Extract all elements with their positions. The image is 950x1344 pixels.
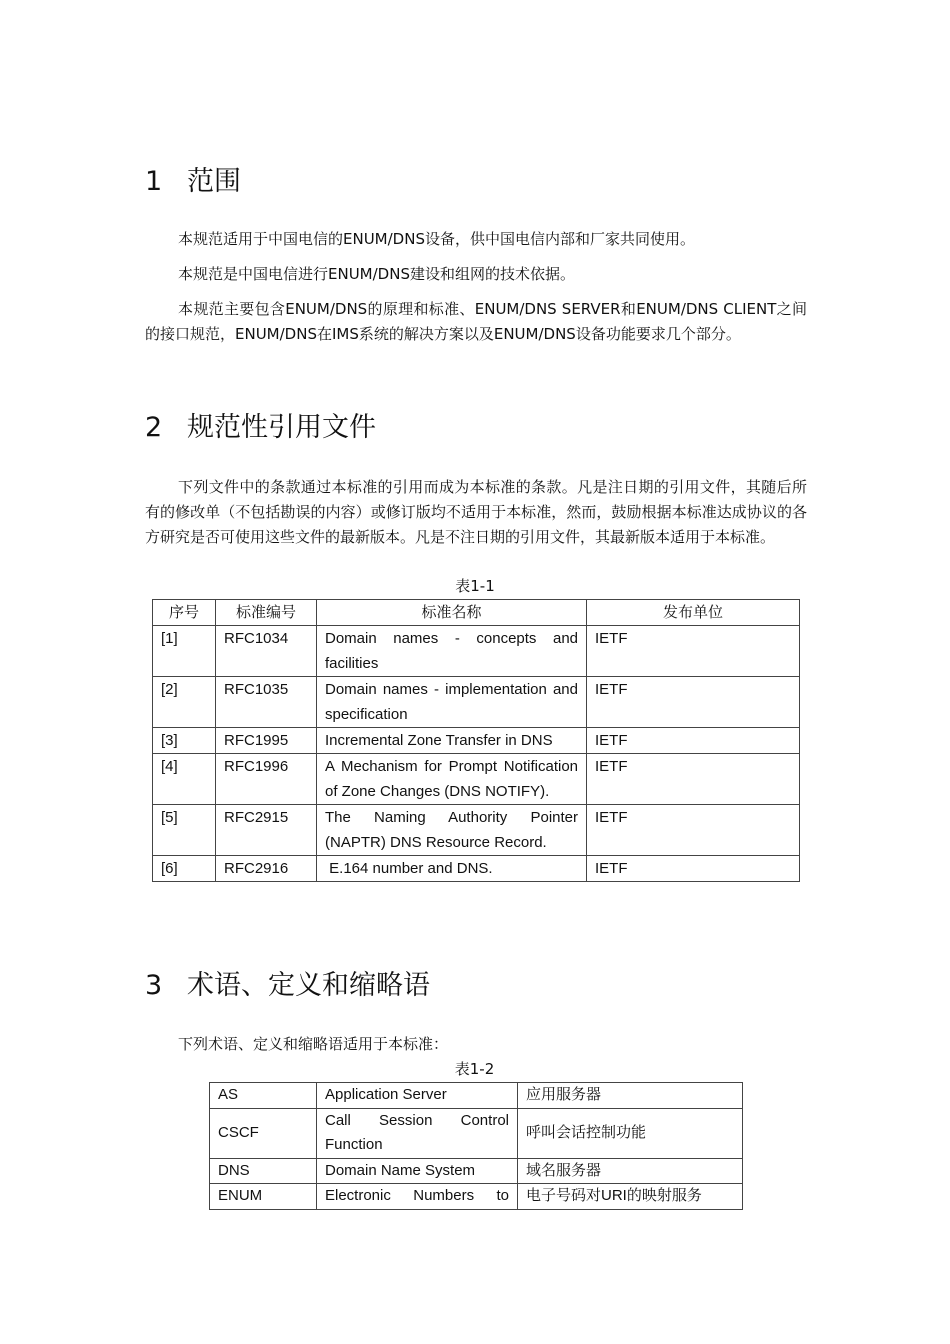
section-title: 术语、定义和缩略语 — [187, 970, 430, 1001]
table-cell: IETF — [587, 677, 800, 728]
table-row — [153, 754, 800, 805]
section-2-heading — [145, 405, 376, 444]
table-cell: IETF — [587, 805, 800, 856]
table-cell: 电子号码对URI的映射服务 — [518, 1184, 743, 1210]
table-cell: IETF — [587, 626, 800, 677]
paragraph: 本规范主要包含ENUM/DNS的原理和标准、ENUM/DNS SERVER和ENUM/DNS CLIENT之间的接口规范，ENUM/DNS在IMS系统的解决方案以及ENUM/DNS设备功能要求几个部分。 — [145, 300, 807, 343]
header-cell: 标准编号 — [216, 600, 317, 626]
table-row — [153, 626, 800, 677]
table-cell: [5] — [153, 805, 216, 856]
table-cell: [6] — [153, 856, 216, 882]
table-row — [153, 728, 800, 754]
table-cell: Incremental Zone Transfer in DNS — [317, 728, 587, 754]
header-cell: 标准名称 — [317, 600, 587, 626]
table-cell: Domain names - concepts and facilities — [317, 626, 587, 677]
section-1-heading — [145, 159, 241, 198]
table-row — [210, 1158, 743, 1184]
table-cell: Domain names - implementation and specification — [317, 677, 587, 728]
table-cell: IETF — [587, 754, 800, 805]
table-row — [153, 805, 800, 856]
table-cell: The Naming Authority Pointer (NAPTR) DNS Resource Record. — [317, 805, 587, 856]
paragraph: 下列文件中的条款通过本标准的引用而成为本标准的条款。凡是注日期的引用文件，其随后所有的修改单（不包括勘误的内容）或修订版均不适用于本标准，然而，鼓励根据本标准达成协议的各方研究是否可使用这些文件的最新版本。凡是不注日期的引用文件，其最新版本适用于本标准。 — [145, 478, 807, 546]
paragraph: 本规范适用于中国电信的ENUM/DNS设备，供中国电信内部和厂家共同使用。 — [178, 230, 695, 248]
table-caption: 表1-1 — [455, 577, 495, 595]
table-cell: Domain Name System — [317, 1158, 518, 1184]
header-cell: 序号 — [153, 600, 216, 626]
table-row — [153, 677, 800, 728]
table-cell: Call Session Control Function — [317, 1108, 518, 1158]
table-cell: E.164 number and DNS. — [317, 856, 587, 882]
table-cell: Application Server — [317, 1083, 518, 1109]
header-cell: 发布单位 — [587, 600, 800, 626]
abbreviations-table — [209, 1082, 743, 1210]
table-cell: 域名服务器 — [518, 1158, 743, 1184]
table-cell: RFC1035 — [216, 677, 317, 728]
table-cell: IETF — [587, 856, 800, 882]
table-row — [210, 1083, 743, 1109]
table-cell: CSCF — [210, 1108, 317, 1158]
table-cell: AS — [210, 1083, 317, 1109]
table-cell: [3] — [153, 728, 216, 754]
table-cell: 应用服务器 — [518, 1083, 743, 1109]
table-row — [153, 856, 800, 882]
table-cell: RFC2915 — [216, 805, 317, 856]
section-number: 3 — [145, 970, 163, 1001]
table-cell: A Mechanism for Prompt Notification of Zone Changes (DNS NOTIFY). — [317, 754, 587, 805]
table-cell: 呼叫会话控制功能 — [518, 1108, 743, 1158]
table-header-row — [153, 600, 800, 626]
table-cell: [1] — [153, 626, 216, 677]
table-row — [210, 1184, 743, 1210]
section-number: 2 — [145, 412, 163, 443]
section-title: 范围 — [187, 166, 241, 197]
paragraph: 本规范是中国电信进行ENUM/DNS建设和组网的技术依据。 — [178, 265, 575, 283]
references-table — [152, 599, 800, 882]
table-caption: 表1-2 — [454, 1060, 495, 1078]
table-cell: RFC1995 — [216, 728, 317, 754]
table-cell: RFC2916 — [216, 856, 317, 882]
section-title: 规范性引用文件 — [187, 412, 376, 443]
table-cell: [4] — [153, 754, 216, 805]
table-cell: DNS — [210, 1158, 317, 1184]
table-cell: RFC1996 — [216, 754, 317, 805]
table-cell: Electronic Numbers to — [317, 1184, 518, 1210]
section-number: 1 — [145, 166, 163, 197]
table-cell: IETF — [587, 728, 800, 754]
table-cell: [2] — [153, 677, 216, 728]
table-cell: ENUM — [210, 1184, 317, 1210]
table-row — [210, 1108, 743, 1158]
paragraph: 下列术语、定义和缩略语适用于本标准： — [178, 1035, 449, 1053]
table-cell: RFC1034 — [216, 626, 317, 677]
section-3-heading — [145, 963, 430, 1002]
